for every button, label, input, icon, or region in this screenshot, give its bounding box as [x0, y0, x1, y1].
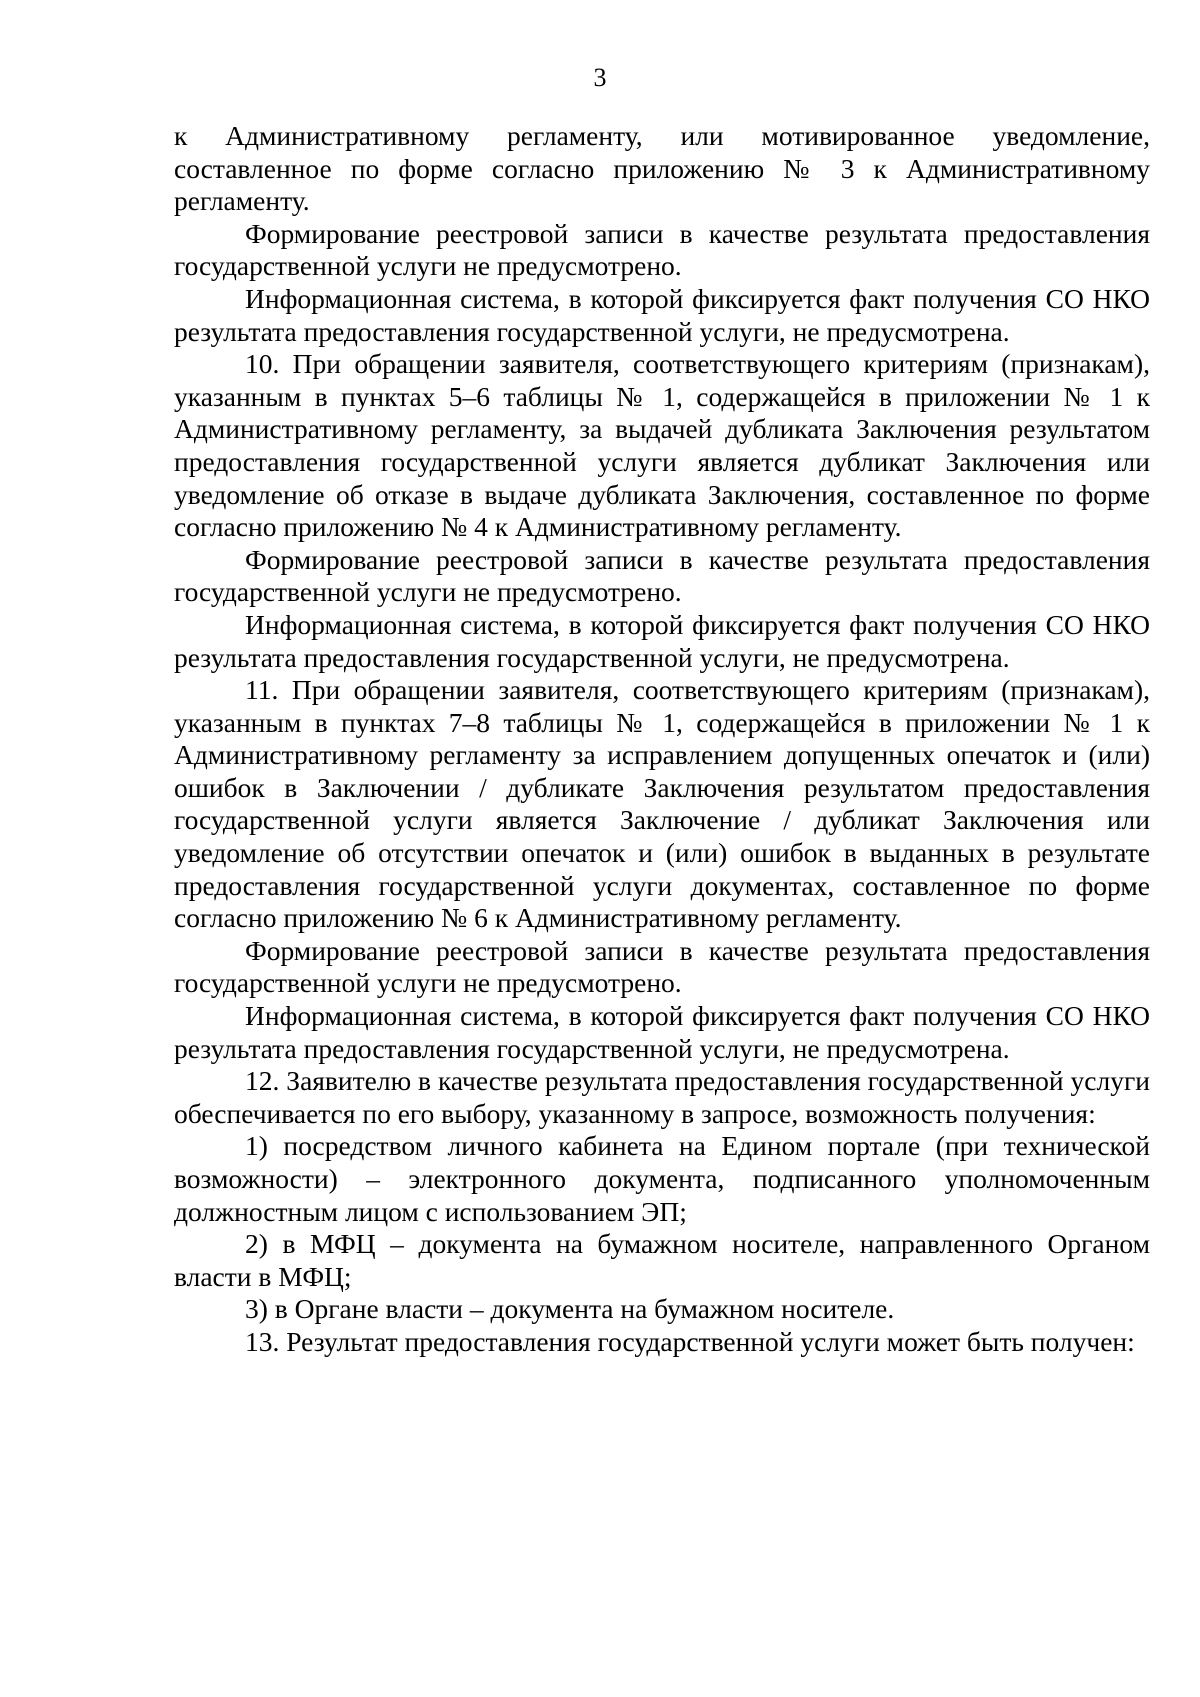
- list-item: 3) в Органе власти – документа на бумажном носителе.: [245, 1293, 895, 1325]
- paragraph: 11. При обращении заявителя, соответствующего критериям (признакам), указанным в пунктах 7–8 таблицы № 1, содержащейся в приложении № 1 к Административному регламенту за исправлением допущенных опечаток и (или) ошибок в Заключении / дубликате Заключения результатом предоставления государственной услуги является Заключение / дубликат Заключения или уведомление об отсутствии опечаток и (или) ошибок в выданных в результате предоставления государственной услуги документах, составленное по форме согласно приложению № 6 к Административному регламенту.: [174, 674, 1150, 934]
- list-item: 2) в МФЦ – документа на бумажном носителе, направленного Органом власти в МФЦ;: [174, 1228, 1150, 1292]
- paragraph: 13. Результат предоставления государственной услуги может быть получен:: [245, 1325, 1135, 1357]
- paragraph: Информационная система, в которой фиксируется факт получения СО НКО результата предоставления государственной услуги, не предусмотрена.: [174, 1000, 1150, 1064]
- document-body: [174, 120, 1150, 1359]
- paragraph: Информационная система, в которой фиксируется факт получения СО НКО результата предоставления государственной услуги, не предусмотрена.: [174, 282, 1150, 347]
- paragraph: Формирование реестровой записи в качестве результата предоставления государственной услуги не предусмотрено.: [174, 934, 1150, 999]
- paragraph: Формирование реестровой записи в качестве результата предоставления государственной услуги не предусмотрено.: [174, 217, 1150, 282]
- paragraph: 12. Заявителю в качестве результата предоставления государственной услуги обеспечивается по его выбору, указанному в запросе, возможность получения:: [174, 1065, 1150, 1129]
- paragraph: Формирование реестровой записи в качестве результата предоставления государственной услуги не предусмотрено.: [174, 543, 1150, 608]
- paragraph: к Административному регламенту, или мотивированное уведомление, составленное по форме согласно приложению № 3 к Административному регламенту.: [174, 120, 1150, 217]
- paragraph: Информационная система, в которой фиксируется факт получения СО НКО результата предоставления государственной услуги, не предусмотрена.: [174, 608, 1150, 673]
- paragraph: 10. При обращении заявителя, соответствующего критериям (признакам), указанным в пунктах 5–6 таблицы № 1, содержащейся в приложении № 1 к Административному регламенту, за выдачей дубликата Заключения результатом предоставления государственной услуги является дубликат Заключения или уведомление об отказе в выдаче дубликата Заключения, составленное по форме согласно приложению № 4 к Административному регламенту.: [174, 348, 1150, 543]
- list-item: 1) посредством личного кабинета на Едином портале (при технической возможности) – электронного документа, подписанного уполномоченным должностным лицом с использованием ЭП;: [174, 1130, 1150, 1227]
- page-number: 3: [593, 63, 607, 92]
